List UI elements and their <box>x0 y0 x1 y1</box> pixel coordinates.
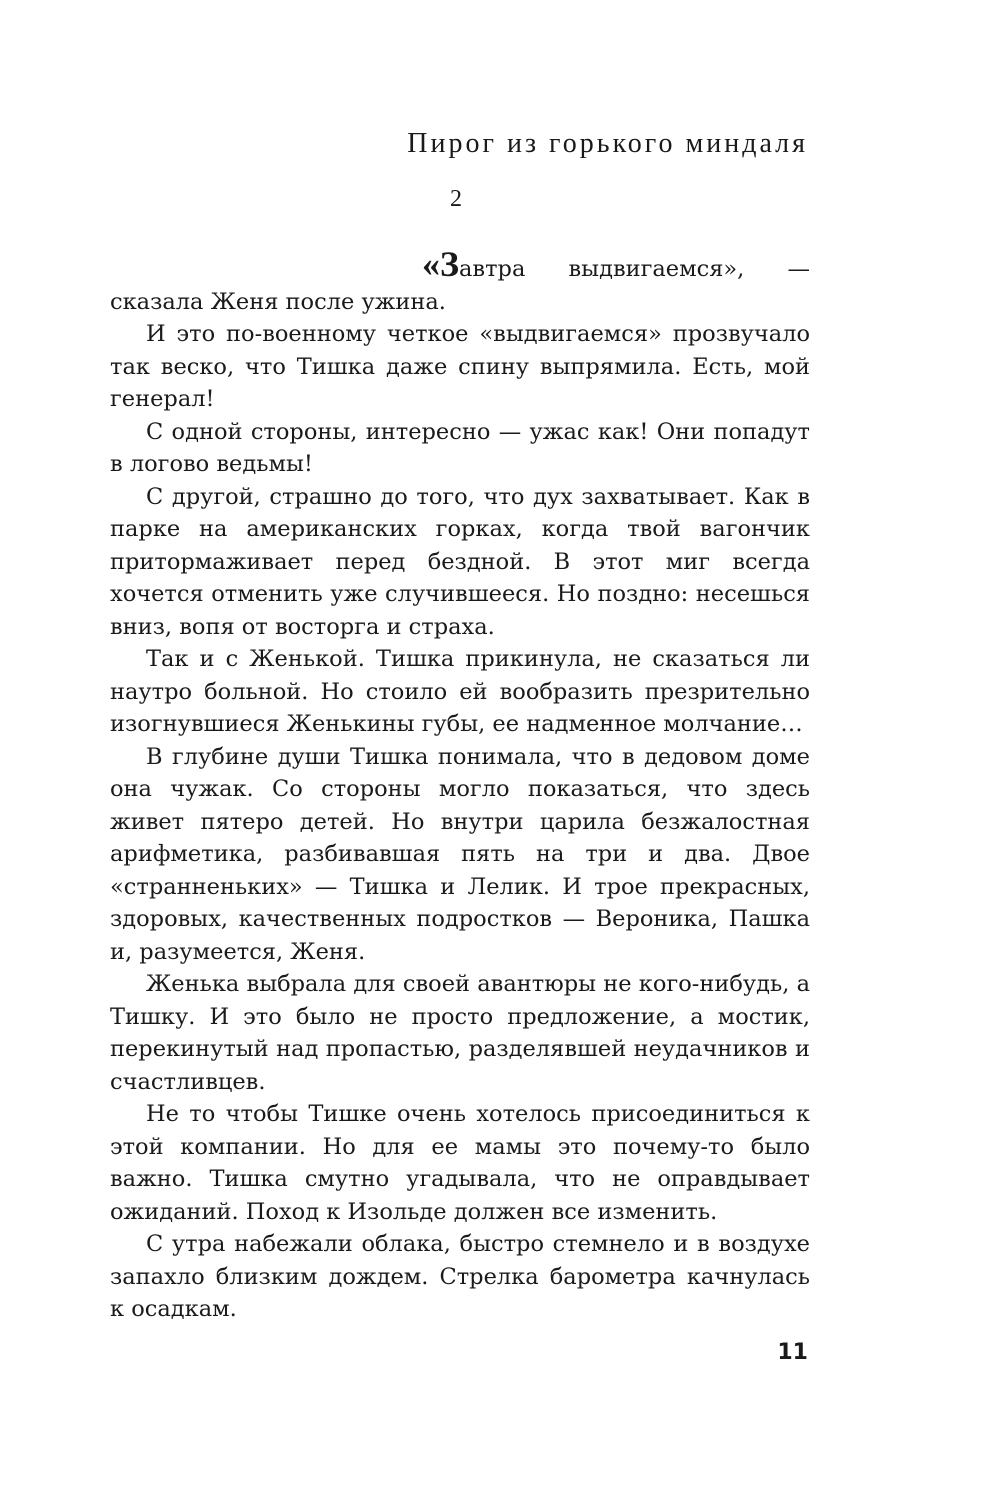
opening-line-rest: автра выдвигаемся», — <box>459 256 810 282</box>
running-title: Пирог из горького миндаля <box>407 128 808 159</box>
opening-paragraph <box>110 244 810 318</box>
paragraph: С другой, страшно до того, что дух захватывает. Как в парке на американских горках, когда твой вагончик притормаживает перед бездной. В этот миг всегда хочется отменить уже случившееся. Но поздно: несешься вниз, вопя от восторга и страха. <box>110 483 810 640</box>
page-number: 11 <box>777 1340 808 1365</box>
paragraph: Женька выбрала для своей авантюры не кого-нибудь, а Тишку. И это было не просто предложение, а мостик, перекинутый над пропастью, разделявшей неудачников и счастливцев. <box>110 971 810 1095</box>
paragraph: Так и с Женькой. Тишка прикинула, не сказаться ли наутро больной. Но стоило ей вообразить презрительно изогнувшиеся Женькины губы, ее надменное молчание… <box>110 646 810 737</box>
body-text <box>110 244 810 1326</box>
opening-continuation: сказала Женя после ужина. <box>110 288 446 315</box>
paragraph: В глубине души Тишка понимала, что в дедовом доме она чужак. Со стороны могло показаться, что здесь живет пятеро детей. Но внутри царила безжалостная арифметика, разбивавшая пять на три и два. Двое «странненьких» — Тишка и Лелик. И трое прекрасных, здоровых, качественных подростков — Вероника, Пашка и, разумеется, Женя. <box>110 743 810 965</box>
chapter-number: 2 <box>450 186 462 212</box>
opening-line <box>110 244 810 286</box>
drop-cap: «З <box>422 244 460 284</box>
paragraph: С одной стороны, интересно — ужас как! Они попадут в логово ведьмы! <box>110 418 810 477</box>
paragraph: Не то чтобы Тишке очень хотелось присоединиться к этой компании. Но для ее мамы это почему-то было важно. Тишка смутно угадывала, что не оправдывает ожиданий. Поход к Изольде должен все изменить. <box>110 1101 810 1225</box>
paragraph: И это по-военному четкое «выдвигаемся» прозвучало так веско, что Тишка даже спину выпрямила. Есть, мой генерал! <box>110 321 810 412</box>
paragraph: С утра набежали облака, быстро стемнело и в воздухе запахло близким дождем. Стрелка барометра качнулась к осадкам. <box>110 1231 810 1322</box>
